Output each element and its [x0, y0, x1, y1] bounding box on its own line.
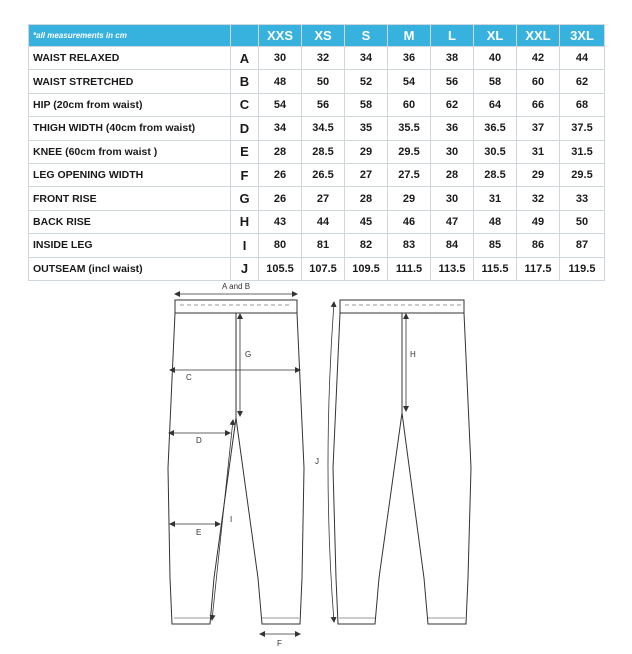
- label-i: I: [230, 515, 233, 524]
- measurement-value: 27.5: [388, 163, 431, 186]
- measurement-value: 32: [302, 47, 345, 70]
- measurement-label: LEG OPENING WIDTH: [29, 163, 231, 186]
- measurement-label: WAIST RELAXED: [29, 47, 231, 70]
- measurement-value: 35.5: [388, 117, 431, 140]
- measurement-value: 107.5: [302, 257, 345, 280]
- size-table-body: [29, 47, 605, 281]
- size-chart-table: [28, 24, 605, 281]
- measurement-value: 42: [517, 47, 560, 70]
- measurement-value: 37: [517, 117, 560, 140]
- measurement-value: 32: [517, 187, 560, 210]
- measurement-value: 28: [431, 163, 474, 186]
- measurement-letter: H: [231, 210, 259, 233]
- measurement-value: 37.5: [560, 117, 605, 140]
- label-d: D: [196, 436, 202, 445]
- measurement-value: 29: [345, 140, 388, 163]
- measurement-row: [29, 210, 605, 233]
- measurement-value: 26.5: [302, 163, 345, 186]
- measurement-value: 43: [259, 210, 302, 233]
- measurement-value: 30: [431, 187, 474, 210]
- label-e: E: [196, 528, 202, 537]
- measurement-value: 60: [388, 93, 431, 116]
- measurement-value: 81: [302, 234, 345, 257]
- letter-column-header: [231, 25, 259, 47]
- size-header: XXS: [259, 25, 302, 47]
- measurement-value: 44: [302, 210, 345, 233]
- measurement-value: 38: [431, 47, 474, 70]
- measurement-value: 27: [302, 187, 345, 210]
- measurement-label: FRONT RISE: [29, 187, 231, 210]
- measurement-letter: G: [231, 187, 259, 210]
- measurement-value: 111.5: [388, 257, 431, 280]
- measurement-row: [29, 117, 605, 140]
- measurement-row: [29, 257, 605, 280]
- measurement-letter: B: [231, 70, 259, 93]
- measurement-row: [29, 187, 605, 210]
- pants-measurement-diagram: [150, 278, 480, 650]
- measurement-value: 119.5: [560, 257, 605, 280]
- measurement-letter: D: [231, 117, 259, 140]
- measurement-value: 52: [345, 70, 388, 93]
- measurement-value: 54: [388, 70, 431, 93]
- measurement-value: 48: [474, 210, 517, 233]
- measurement-value: 36.5: [474, 117, 517, 140]
- measurement-value: 58: [345, 93, 388, 116]
- label-a-and-b: A and B: [222, 282, 251, 291]
- measurement-value: 33: [560, 187, 605, 210]
- measurement-value: 46: [388, 210, 431, 233]
- measurement-value: 27: [345, 163, 388, 186]
- measurement-row: [29, 47, 605, 70]
- measurement-value: 82: [345, 234, 388, 257]
- measurement-label: THIGH WIDTH (40cm from waist): [29, 117, 231, 140]
- measurement-value: 58: [474, 70, 517, 93]
- label-f: F: [277, 639, 282, 648]
- measurement-value: 113.5: [431, 257, 474, 280]
- measurement-value: 28.5: [474, 163, 517, 186]
- size-header: M: [388, 25, 431, 47]
- measurement-value: 115.5: [474, 257, 517, 280]
- measurement-value: 62: [431, 93, 474, 116]
- measurement-lines: [169, 294, 406, 634]
- measurement-value: 56: [431, 70, 474, 93]
- size-header: L: [431, 25, 474, 47]
- measurement-row: [29, 93, 605, 116]
- measurement-value: 36: [431, 117, 474, 140]
- label-c: C: [186, 373, 192, 382]
- measurement-value: 80: [259, 234, 302, 257]
- measurement-value: 84: [431, 234, 474, 257]
- measurement-value: 35: [345, 117, 388, 140]
- label-h: H: [410, 350, 416, 359]
- measurement-value: 28: [345, 187, 388, 210]
- measurement-value: 64: [474, 93, 517, 116]
- measurement-value: 49: [517, 210, 560, 233]
- measurement-value: 29: [517, 163, 560, 186]
- measurement-label: WAIST STRETCHED: [29, 70, 231, 93]
- measurement-value: 34: [345, 47, 388, 70]
- size-header: XS: [302, 25, 345, 47]
- measurement-value: 54: [259, 93, 302, 116]
- measurement-value: 56: [302, 93, 345, 116]
- measurement-value: 31.5: [560, 140, 605, 163]
- measurement-value: 62: [560, 70, 605, 93]
- measurement-value: 30: [259, 47, 302, 70]
- measurement-value: 44: [560, 47, 605, 70]
- measurement-value: 30.5: [474, 140, 517, 163]
- measurement-value: 26: [259, 163, 302, 186]
- measurement-value: 50: [302, 70, 345, 93]
- measurement-letter: C: [231, 93, 259, 116]
- measurement-value: 30: [431, 140, 474, 163]
- measurement-letter: F: [231, 163, 259, 186]
- front-view-pants: [168, 300, 304, 624]
- measurement-value: 29.5: [388, 140, 431, 163]
- measurement-label: KNEE (60cm from waist ): [29, 140, 231, 163]
- measurement-row: [29, 70, 605, 93]
- measurement-value: 31: [517, 140, 560, 163]
- measurement-value: 83: [388, 234, 431, 257]
- measurement-value: 85: [474, 234, 517, 257]
- measurement-row: [29, 234, 605, 257]
- measurement-value: 47: [431, 210, 474, 233]
- measurement-letter: J: [231, 257, 259, 280]
- measurement-letter: E: [231, 140, 259, 163]
- measurement-value: 36: [388, 47, 431, 70]
- measurement-row: [29, 163, 605, 186]
- measurement-value: 31: [474, 187, 517, 210]
- measurement-label: INSIDE LEG: [29, 234, 231, 257]
- measurement-value: 87: [560, 234, 605, 257]
- measurement-letter: I: [231, 234, 259, 257]
- measurement-value: 26: [259, 187, 302, 210]
- measurement-value: 68: [560, 93, 605, 116]
- back-view-pants: [333, 300, 471, 624]
- measurement-value: 109.5: [345, 257, 388, 280]
- measurement-value: 40: [474, 47, 517, 70]
- measurement-value: 28: [259, 140, 302, 163]
- measurement-letter: A: [231, 47, 259, 70]
- measurement-label: HIP (20cm from waist): [29, 93, 231, 116]
- measurement-value: 117.5: [517, 257, 560, 280]
- measurement-value: 29.5: [560, 163, 605, 186]
- measurement-value: 60: [517, 70, 560, 93]
- measurement-value: 34: [259, 117, 302, 140]
- measurement-value: 86: [517, 234, 560, 257]
- size-header: S: [345, 25, 388, 47]
- measurement-label: BACK RISE: [29, 210, 231, 233]
- size-header: XL: [474, 25, 517, 47]
- measurement-value: 45: [345, 210, 388, 233]
- measurement-row: [29, 140, 605, 163]
- measurement-label: OUTSEAM (incl waist): [29, 257, 231, 280]
- measurement-value: 29: [388, 187, 431, 210]
- size-header: 3XL: [560, 25, 605, 47]
- measurement-value: 28.5: [302, 140, 345, 163]
- size-header: XXL: [517, 25, 560, 47]
- measurement-value: 105.5: [259, 257, 302, 280]
- measurement-value: 66: [517, 93, 560, 116]
- measurement-value: 50: [560, 210, 605, 233]
- label-g: G: [245, 350, 252, 359]
- measurement-value: 34.5: [302, 117, 345, 140]
- measurement-value: 48: [259, 70, 302, 93]
- size-header-row: [29, 25, 605, 47]
- label-j: J: [315, 457, 319, 466]
- measurement-unit-note: *all measurements in cm: [29, 25, 231, 47]
